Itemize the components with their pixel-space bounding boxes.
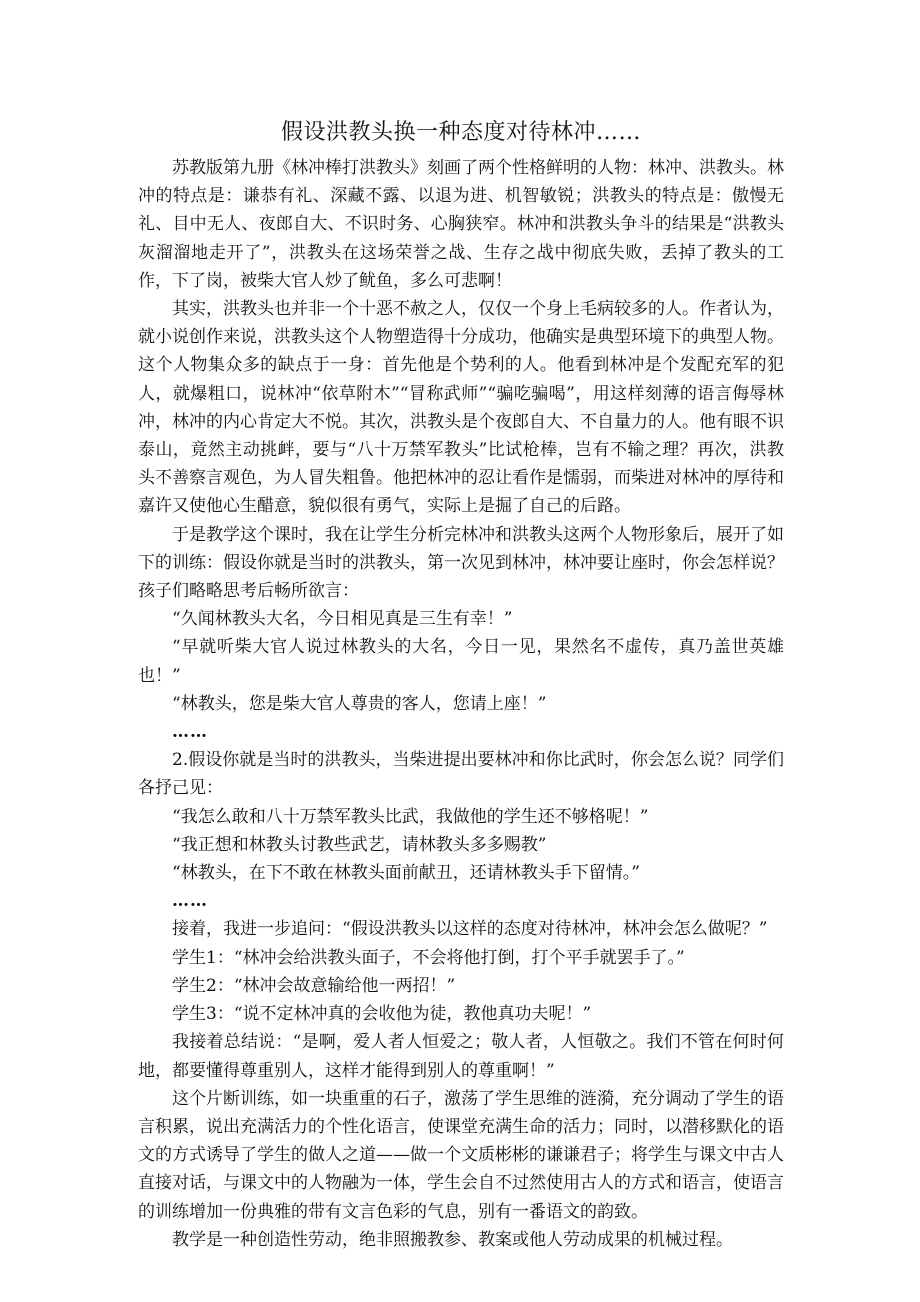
ellipsis: …… [172, 891, 208, 912]
paragraph-conclusion: 教学是一种创造性劳动，绝非照搬教参、教案或他人劳动成果的机械过程。 [172, 1229, 733, 1250]
paragraph-analysis: 其实，洪教头也并非一个十恶不赦之人，仅仅一个身上毛病较多的人。作者认为，就小说创作来说，洪教头这个人物塑造得十分成功，他确实是典型环境下的典型人物。这个人物集众多的缺点于一身：首先他是个势利的人。他看到林冲是个发配充军的犯人，就爆粗口，说林冲“依草附木”“冒称武师”“骗吃骗喝”，用这样刻薄的语言侮辱林冲，林冲的内心肯定大不悦。其次，洪教头是个夜郎自大、不自量力的人。他有眼不识泰山，竟然主动挑衅，要与“八十万禁军教头”比试枪棒，岂有不输之理？再次，洪教头不善察言观色，为人冒失粗鲁。他把林冲的忍让看作是懦弱，而柴进对林冲的厚待和嘉许又使他心生醋意，貌似很有勇气，实际上是掘了自己的后路。 [138, 299, 784, 517]
document-title: 假设洪教头换一种态度对待林冲…… [280, 120, 641, 145]
paragraph-intro: 苏教版第九册《林冲棒打洪教头》刻画了两个性格鲜明的人物：林冲、洪教头。林冲的特点是：谦恭有礼、深藏不露、以退为进、机智敏锐；洪教头的特点是：傲慢无礼、目中无人、夜郎自大、不识时务、心胸狭窄。林冲和洪教头争斗的结果是“洪教头灰溜溜地走开了”，洪教头在这场荣誉之战、生存之战中彻底失败，丢掉了教头的工作，下了岗，被柴大官人炒了鱿鱼，多么可悲啊！ [138, 158, 784, 291]
student-quote: “我正想和林教头讨教些武艺，请林教头多多赐教” [172, 834, 547, 855]
ellipsis: …… [172, 722, 208, 743]
student-answer: 学生3：“说不定林冲真的会收他为徒，教他真功夫呢！” [172, 1004, 592, 1025]
paragraph-reflection: 这个片断训练，如一块重重的石子，激荡了学生思维的涟漪，充分调动了学生的语言积累，说出充满活力的个性化语言，使课堂充满生命的活力；同时，以潜移默化的语文的方式诱导了学生的做人之道——做一个文质彬彬的谦谦君子；将学生与课文中古人直接对话，与课文中的人物融为一体，学生会自不过然使用古人的方式和语言，使语言的训练增加一份典雅的带有文言色彩的气息，别有一番语文的韵致。 [138, 1088, 784, 1222]
paragraph-summary: 我接着总结说：“是啊，爱人者人恒爱之；敬人者，人恒敬之。我们不管在何时何地，都要懂得尊重别人，这样才能得到别人的尊重啊！” [138, 1032, 784, 1081]
student-answer: 学生1：“林冲会给洪教头面子，不会将他打倒，打个平手就罢手了。” [172, 947, 685, 968]
student-quote: “久闻林教头大名，今日相见真是三生有幸！” [172, 609, 513, 630]
document-page [138, 116, 784, 1254]
student-quote: “林教头，您是柴大官人尊贵的客人，您请上座！” [172, 693, 547, 714]
student-quote: “我怎么敢和八十万禁军教头比武，我做他的学生还不够格呢！” [172, 806, 649, 827]
student-quote: “早就听柴大官人说过林教头的大名，今日一见，果然名不虚传，真乃盖世英雄也！” [138, 637, 784, 686]
paragraph-follow-up: 接着，我进一步追问：“假设洪教头以这样的态度对待林冲，林冲会怎么做呢？” [172, 919, 768, 940]
paragraph-training-2: 2.假设你就是当时的洪教头，当柴进提出要林冲和你比武时，你会怎么说？同学们各抒己见： [138, 750, 784, 799]
paragraph-training-1: 于是教学这个课时，我在让学生分析完林冲和洪教头这两个人物形象后，展开了如下的训练：假设你就是当时的洪教头，第一次见到林冲，林冲要让座时，你会怎样说？孩子们略略思考后畅所欲言： [138, 524, 784, 602]
student-quote: “林教头，在下不敢在林教头面前献丑，还请林教头手下留情。” [172, 863, 640, 884]
student-answer: 学生2：“林冲会故意输给他一两招！” [172, 975, 456, 996]
